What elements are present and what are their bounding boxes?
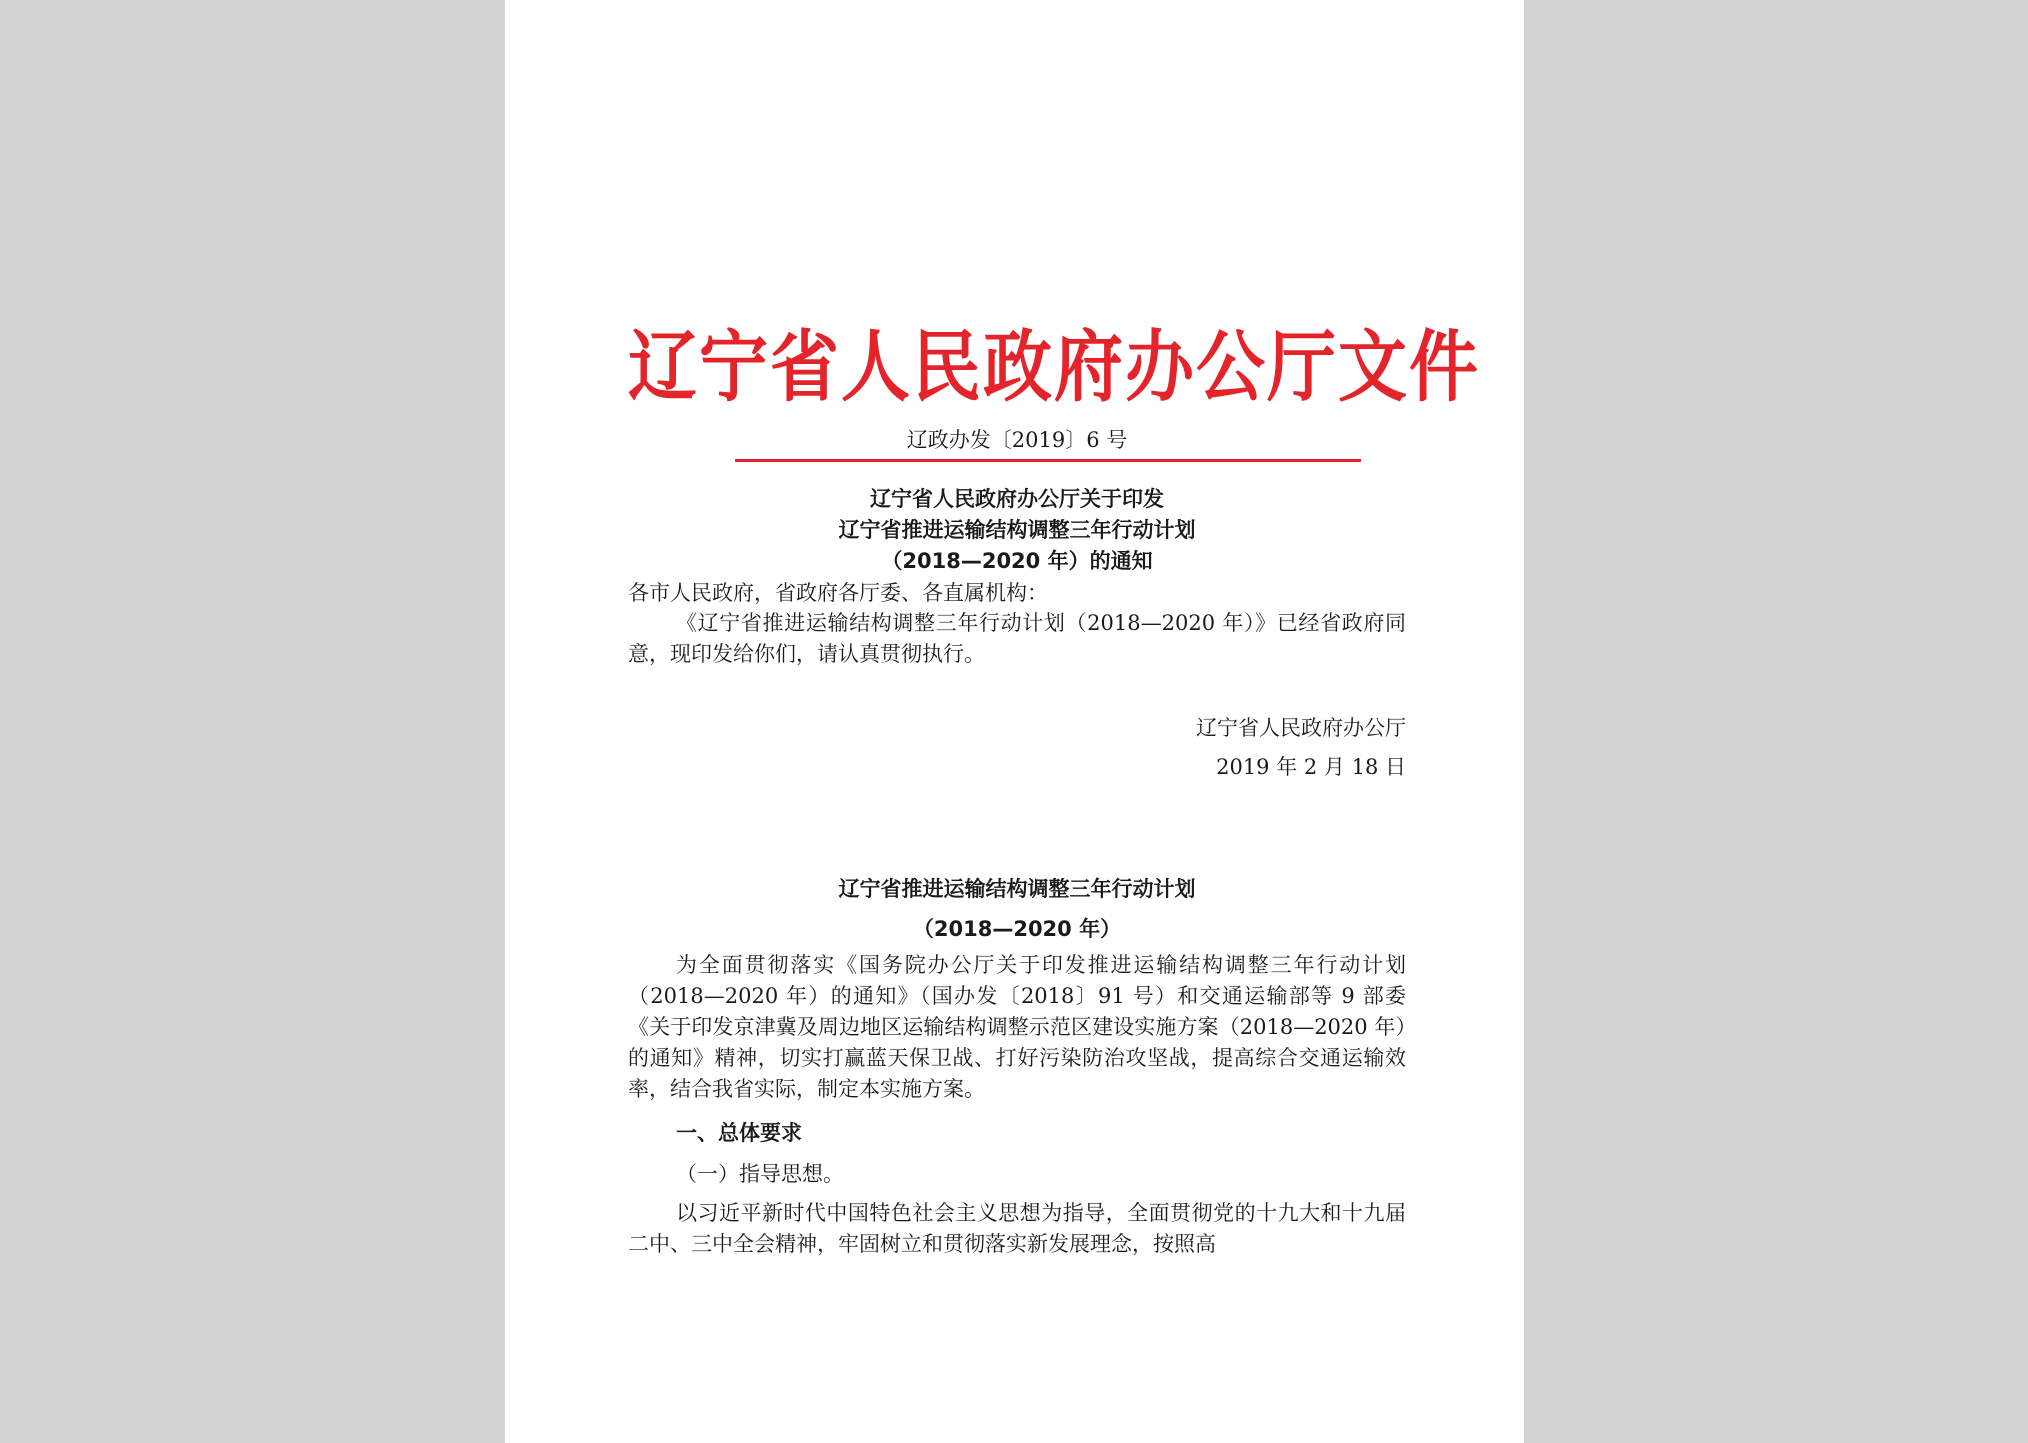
notice-title-line3: （2018—2020 年）的通知 xyxy=(881,549,1153,573)
document-number: 辽政办发〔2019〕6 号 xyxy=(906,428,1128,452)
document-page xyxy=(505,0,1524,1443)
notice-title-line1: 辽宁省人民政府办公厅关于印发 xyxy=(870,487,1164,511)
notice-body: 《辽宁省推进运输结构调整三年行动计划（2018—2020 年）》已经省政府同意，现印发给你们，请认真贯彻执行。 xyxy=(628,611,1406,666)
red-separator-line xyxy=(735,459,1361,462)
issue-date: 2019 年 2 月 18 日 xyxy=(1216,755,1406,779)
issuer-signature: 辽宁省人民政府办公厅 xyxy=(1196,716,1406,740)
notice-title xyxy=(628,484,1406,577)
plan-title: 辽宁省推进运输结构调整三年行动计划 xyxy=(838,877,1196,901)
salutation: 各市人民政府，省政府各厅委、各直属机构： xyxy=(628,581,1048,605)
subsection-heading-guiding-ideology: （一）指导思想。 xyxy=(676,1162,844,1186)
section-heading-general-requirements: 一、总体要求 xyxy=(676,1121,802,1145)
plan-subtitle: （2018—2020 年） xyxy=(912,917,1122,941)
plan-intro-paragraph: 为全面贯彻落实《国务院办公厅关于印发推进运输结构调整三年行动计划（2018—2020 年）的通知》（国办发〔2018〕91 号）和交通运输部等 9 部委《关于印发京津冀及周边地区运输结构调整示范区建设实施方案（2018—2020 年）的通知》精神，切实打赢蓝天保卫战、打好污染防治攻坚战，提高综合交通运输效率，结合我省实际，制定本实施方案。 xyxy=(628,953,1406,1101)
document-header-title: 辽宁省人民政府办公厅文件 xyxy=(628,322,1480,413)
guiding-ideology-paragraph: 以习近平新时代中国特色社会主义思想为指导，全面贯彻党的十九大和十九届二中、三中全会精神，牢固树立和贯彻落实新发展理念，按照高 xyxy=(628,1201,1406,1256)
notice-title-line2: 辽宁省推进运输结构调整三年行动计划 xyxy=(838,518,1196,542)
